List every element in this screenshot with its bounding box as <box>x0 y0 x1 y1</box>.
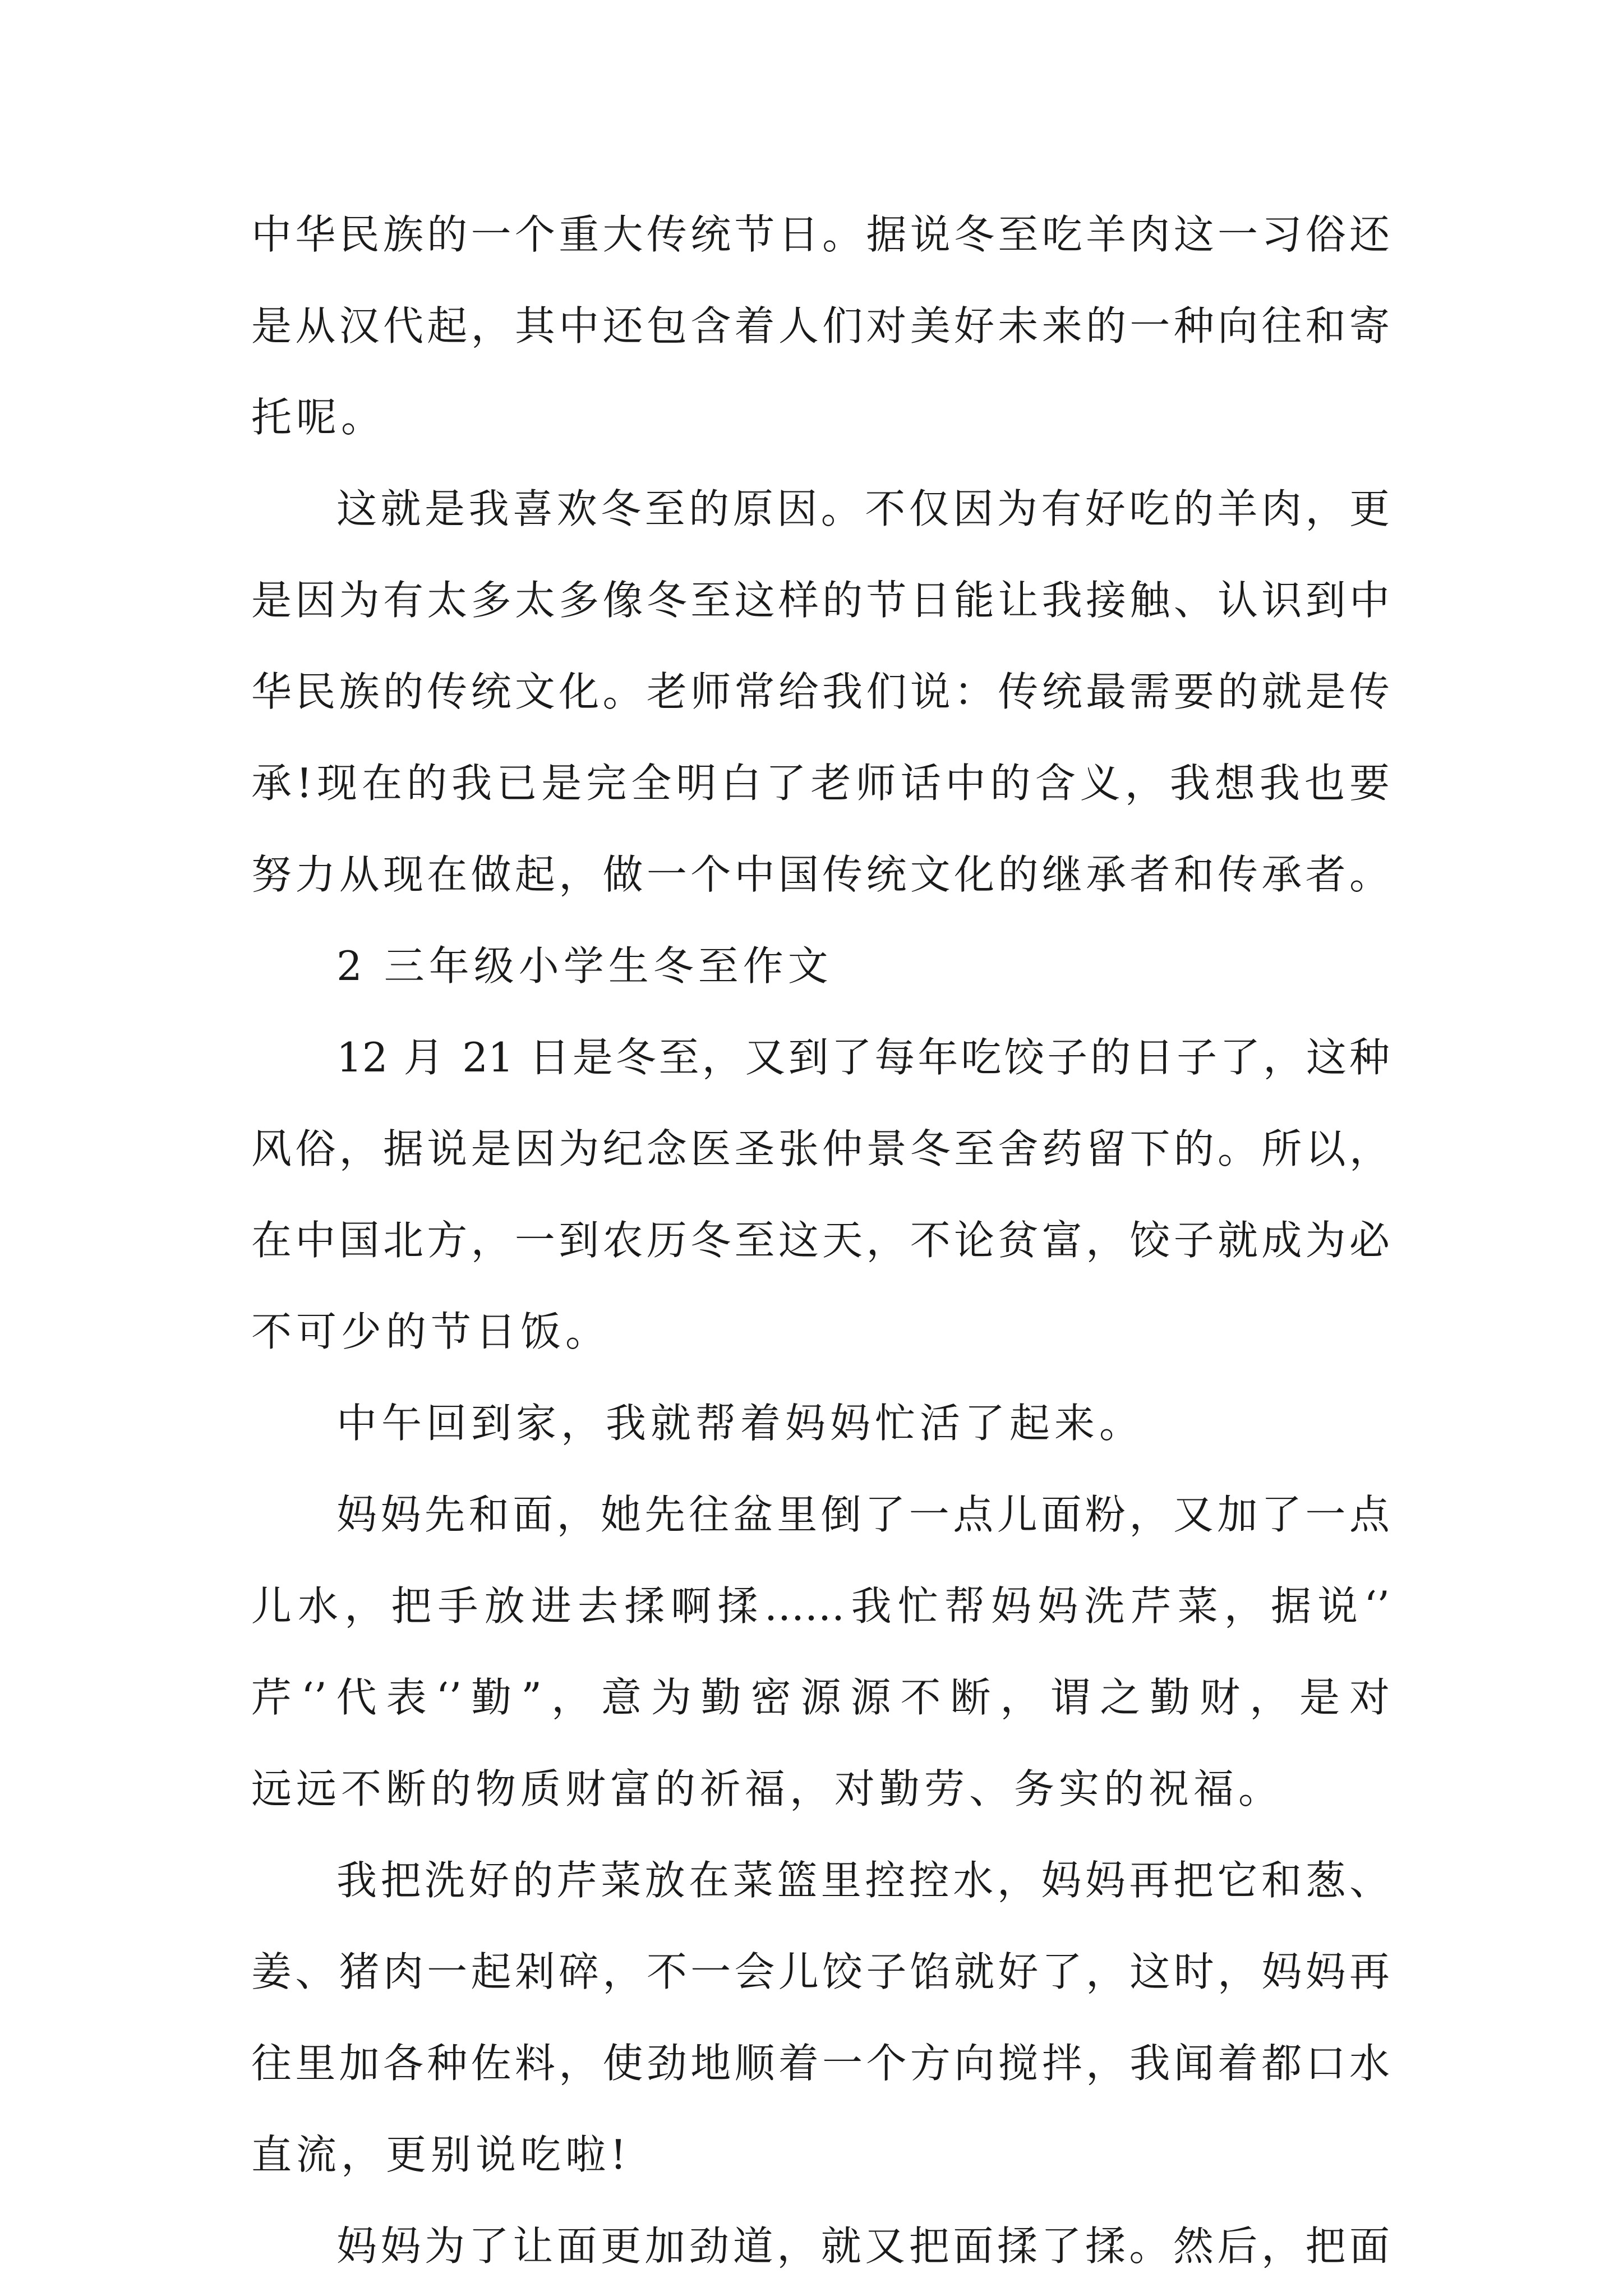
paragraph-first-line: 妈妈为了让面更加劲道，就又把面揉了揉。然后，把面 <box>336 2223 1390 2270</box>
section-heading: 2 三年级小学生冬至作文 <box>336 942 833 990</box>
text-line: 努力从现在做起，做一个中国传统文化的继承者和传承者。 <box>251 851 1390 898</box>
paragraph-first-line: 妈妈先和面，她先往盆里倒了一点儿面粉，又加了一点 <box>336 1491 1390 1538</box>
text-line: 中华民族的一个重大传统节日。据说冬至吃羊肉这一习俗还 <box>251 211 1390 258</box>
text-line: 远远不断的物质财富的祈福，对勤劳、务实的祝福。 <box>251 1765 1284 1812</box>
text-line: 在中国北方，一到农历冬至这天，不论贫富，饺子就成为必 <box>251 1217 1390 1264</box>
paragraph-first-line: 12 月 21 日是冬至，又到了每年吃饺子的日子了，这种 <box>336 1034 1390 1081</box>
text-line: 华民族的传统文化。老师常给我们说：传统最需要的就是传 <box>251 668 1390 715</box>
text-line: 托呢。 <box>251 394 386 441</box>
text-line: 是因为有太多太多像冬至这样的节日能让我接触、认识到中 <box>251 577 1390 624</box>
paragraph-first-line: 我把洗好的芹菜放在菜篮里控控水，妈妈再把它和葱、 <box>336 1857 1390 1904</box>
text-line: 儿水，把手放进去揉啊揉……我忙帮妈妈洗芹菜，据说‘’ <box>251 1582 1390 1630</box>
text-line: 承!现在的我已是完全明白了老师话中的含义，我想我也要 <box>251 760 1390 807</box>
text-line: 姜、猪肉一起剁碎，不一会儿饺子馅就好了，这时，妈妈再 <box>251 1948 1390 1995</box>
text-line: 是从汉代起，其中还包含着人们对美好未来的一种向往和寄 <box>251 302 1390 349</box>
text-line: 芹‘’代表‘’勤”，意为勤密源源不断，谓之勤财，是对 <box>251 1674 1390 1721</box>
text-line: 不可少的节日饭。 <box>251 1308 611 1355</box>
text-line: 风俗，据说是因为纪念医圣张仲景冬至舍药留下的。所以， <box>251 1125 1390 1172</box>
text-line: 直流，更别说吃啦! <box>251 2131 631 2178</box>
paragraph-first-line: 这就是我喜欢冬至的原因。不仅因为有好吃的羊肉，更 <box>336 485 1390 532</box>
text-line: 往里加各种佐料，使劲地顺着一个方向搅拌，我闻着都口水 <box>251 2040 1390 2087</box>
paragraph-first-line: 中午回到家，我就帮着妈妈忙活了起来。 <box>336 1400 1145 1447</box>
